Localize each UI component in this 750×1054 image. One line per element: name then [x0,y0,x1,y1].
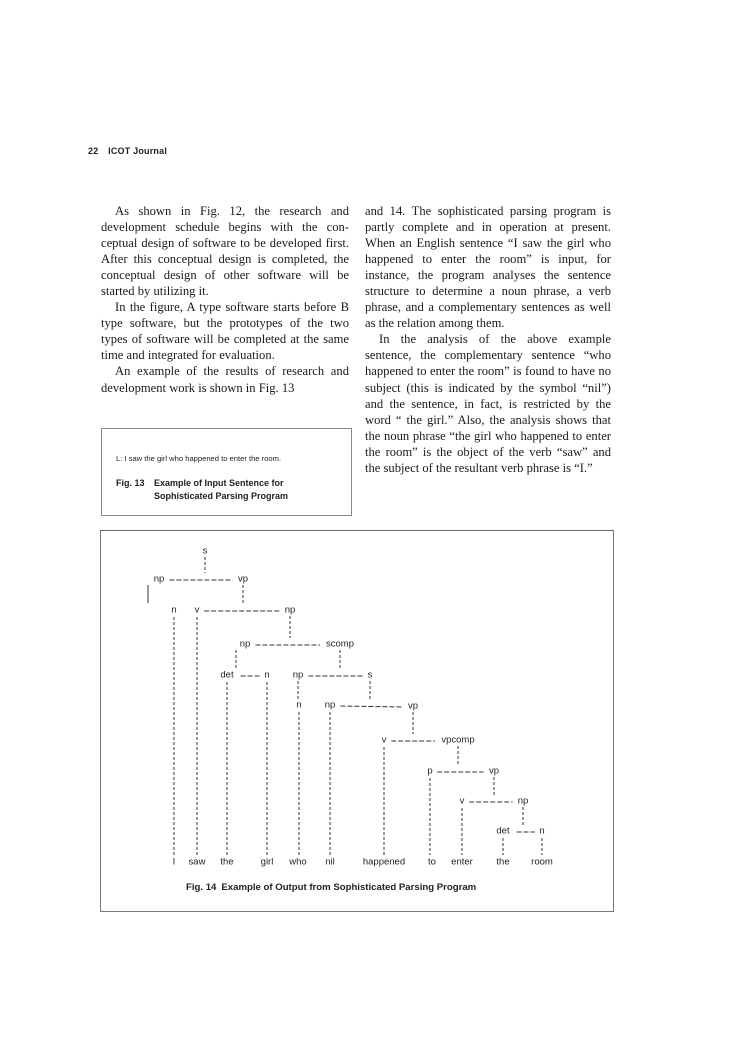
tree-leaf-word: the [496,856,510,868]
tree-node-vp: vp [407,700,419,712]
tree-leaf-word: I [172,856,176,868]
tree-node-vp: vp [488,765,500,777]
figure-14-caption [186,882,476,893]
tree-node-v: v [459,795,465,807]
tree-leaf-word: girl [260,856,274,868]
tree-node-scomp: scomp [326,638,354,650]
tree-node-np: np [517,795,529,807]
tree-node-n: n [171,604,177,616]
tree-node-np: np [324,699,336,711]
tree-node-det: det [496,825,510,837]
tree-leaf-word: to [428,856,436,868]
tree-node-n: n [264,669,270,681]
caption-line-2: Sophisticated Parsing Program [154,491,289,501]
caption-text: Example of Output from Sophisticated Parsing Program [221,882,477,893]
tree-node-np: np [153,573,165,585]
tree-leaf-word: saw [188,856,206,868]
tree-node-np: np [284,604,296,616]
tree-leaf-word: room [531,856,553,868]
tree-node-vp: vp [237,573,249,585]
tree-node-vpcomp: vpcomp [441,734,475,746]
tree-node-np: np [292,669,304,681]
tree-node-np: np [239,638,251,650]
tree-leaf-word: who [289,856,307,868]
tree-node-n: n [296,699,302,711]
caption-line-1: Example of Input Sentence for [154,478,284,488]
page-number: 22 [88,146,99,156]
tree-leaf-word: the [220,856,234,868]
tree-node-p: p [427,765,433,777]
paragraph: An example of the results of research and development work is shown in Fig. 13 [101,364,349,395]
input-sentence: L: I saw the girl who happened to enter the room. [116,454,282,463]
tree-node-s: s [202,545,208,557]
tree-node-v: v [194,604,200,616]
paragraph: In the figure, A type software starts before B type software, but the prototypes of the two types of software will be completed at the same time and integrated for evaluation. [101,300,349,363]
tree-node-v: v [381,734,387,746]
tree-node-det: det [220,669,234,681]
tree-node-s: s [367,669,373,681]
tree-leaf-word: happened [362,856,406,868]
tree-leaf-word: enter [451,856,473,868]
tree-leaf-word: nil [325,856,335,868]
figure-number: Fig. 13 [116,478,145,488]
tree-node-n: n [539,825,545,837]
paragraph: In the analysis of the above example sentence, the complementary sentence “who happened to enter the room” is found to have no subject (this is indicated by the symbol “nil”) and the sentence, in fact, is restricted by the word “ the girl.” Also, the analysis shows that the noun phrase “the girl who happened to enter the room” is the object of the verb “saw” and the subject of the resultant verb phrase is “I.” [365,332,611,475]
journal-title: ICOT Journal [108,146,168,156]
paragraph: As shown in Fig. 12, the research and development schedule begins with the conceptual design of software to be developed first. After this conceptual design is completed, the conceptual design of other software will be started by utilizing it. [101,204,349,299]
figure-number: Fig. 14 [186,882,217,893]
paragraph: and 14. The sophisticated parsing program is partly complete and in operation at present. When an English sentence “I saw the girl who happened to enter the room” is input, for instance, the program analyses the sentence structure to determine a noun phrase, a verb phrase, and a complementary sentences as well as the relation among them. [365,204,611,331]
